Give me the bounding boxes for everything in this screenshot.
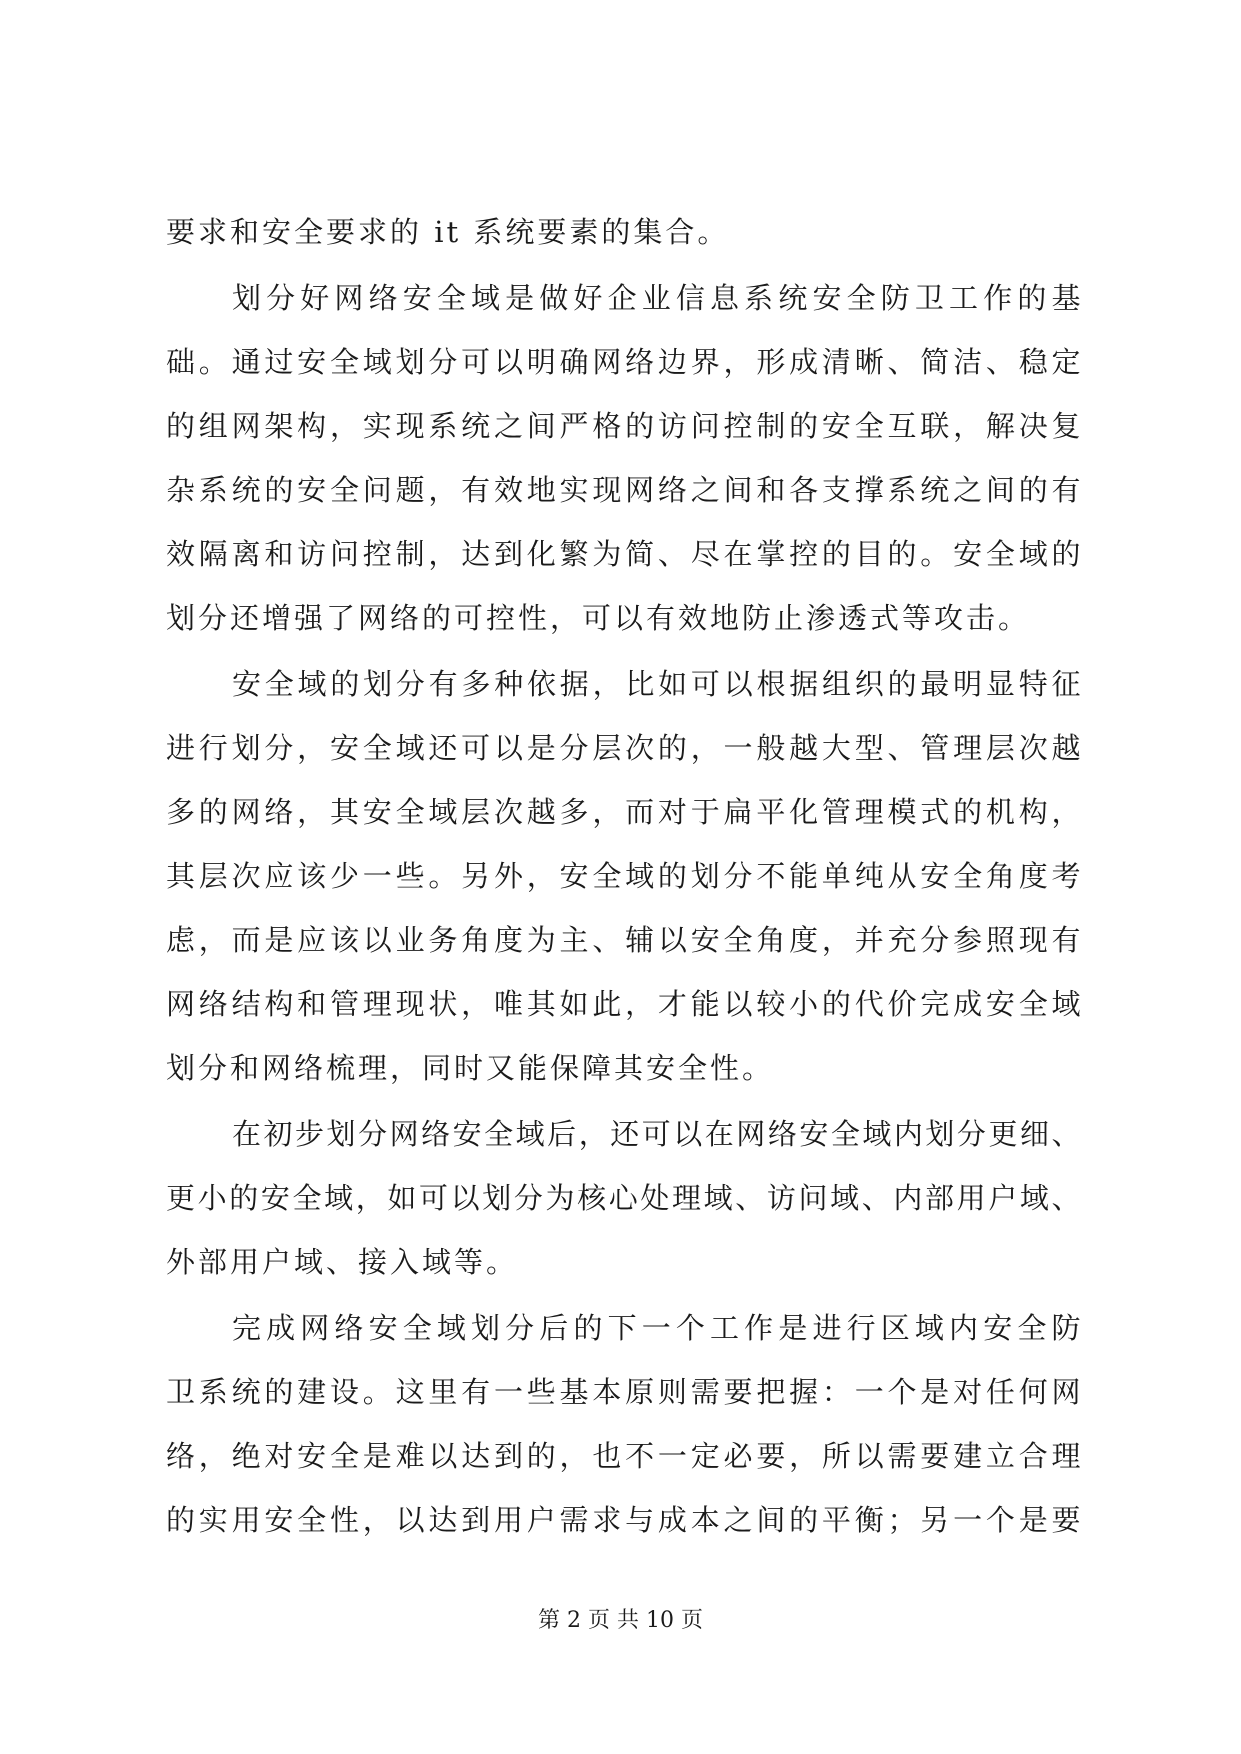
page-number-footer: 第 2 页 共 10 页	[538, 1608, 703, 1633]
text-line: 要求和安全要求的 it 系统要素的集合。	[166, 215, 730, 249]
paragraph	[166, 200, 1081, 264]
text-line: 的实用安全性，以达到用户需求与成本之间的平衡；另一个是要	[166, 1503, 1081, 1537]
text-line: 效隔离和访问控制，达到化繁为简、尽在掌控的目的。安全域的	[166, 537, 1081, 571]
text-line: 础。通过安全域划分可以明确网络边界，形成清晰、简洁、稳定	[166, 345, 1081, 379]
text-line: 外部用户域、接入域等。	[166, 1245, 519, 1279]
text-line: 络，绝对安全是难以达到的，也不一定必要，所以需要建立合理	[166, 1439, 1081, 1473]
text-line: 划分还增强了网络的可控性，可以有效地防止渗透式等攻击。	[166, 601, 1031, 635]
paragraph	[166, 1296, 1081, 1552]
text-line: 进行划分，安全域还可以是分层次的，一般越大型、管理层次越	[166, 731, 1081, 765]
text-line: 其层次应该少一些。另外，安全域的划分不能单纯从安全角度考	[166, 859, 1081, 893]
text-line: 虑，而是应该以业务角度为主、辅以安全角度，并充分参照现有	[166, 923, 1081, 957]
text-line: 更小的安全域，如可以划分为核心处理域、访问域、内部用户域、	[166, 1181, 1081, 1215]
text-line: 多的网络，其安全域层次越多，而对于扁平化管理模式的机构，	[166, 795, 1081, 829]
body-text	[166, 200, 1081, 1554]
text-line: 在初步划分网络安全域后，还可以在网络安全域内划分更细、	[232, 1117, 1081, 1151]
text-line: 完成网络安全域划分后的下一个工作是进行区域内安全防	[232, 1311, 1081, 1345]
text-line: 杂系统的安全问题，有效地实现网络之间和各支撑系统之间的有	[166, 473, 1081, 507]
text-line: 划分好网络安全域是做好企业信息系统安全防卫工作的基	[232, 281, 1081, 315]
paragraph	[166, 1102, 1081, 1294]
paragraph	[166, 266, 1081, 650]
paragraph	[166, 652, 1081, 1100]
text-line: 网络结构和管理现状，唯其如此，才能以较小的代价完成安全域	[166, 987, 1081, 1021]
text-line: 卫系统的建设。这里有一些基本原则需要把握：一个是对任何网	[166, 1375, 1081, 1409]
text-line: 的组网架构，实现系统之间严格的访问控制的安全互联，解决复	[166, 409, 1081, 443]
text-line: 安全域的划分有多种依据，比如可以根据组织的最明显特征	[232, 667, 1081, 701]
text-line: 划分和网络梳理，同时又能保障其安全性。	[166, 1051, 775, 1085]
